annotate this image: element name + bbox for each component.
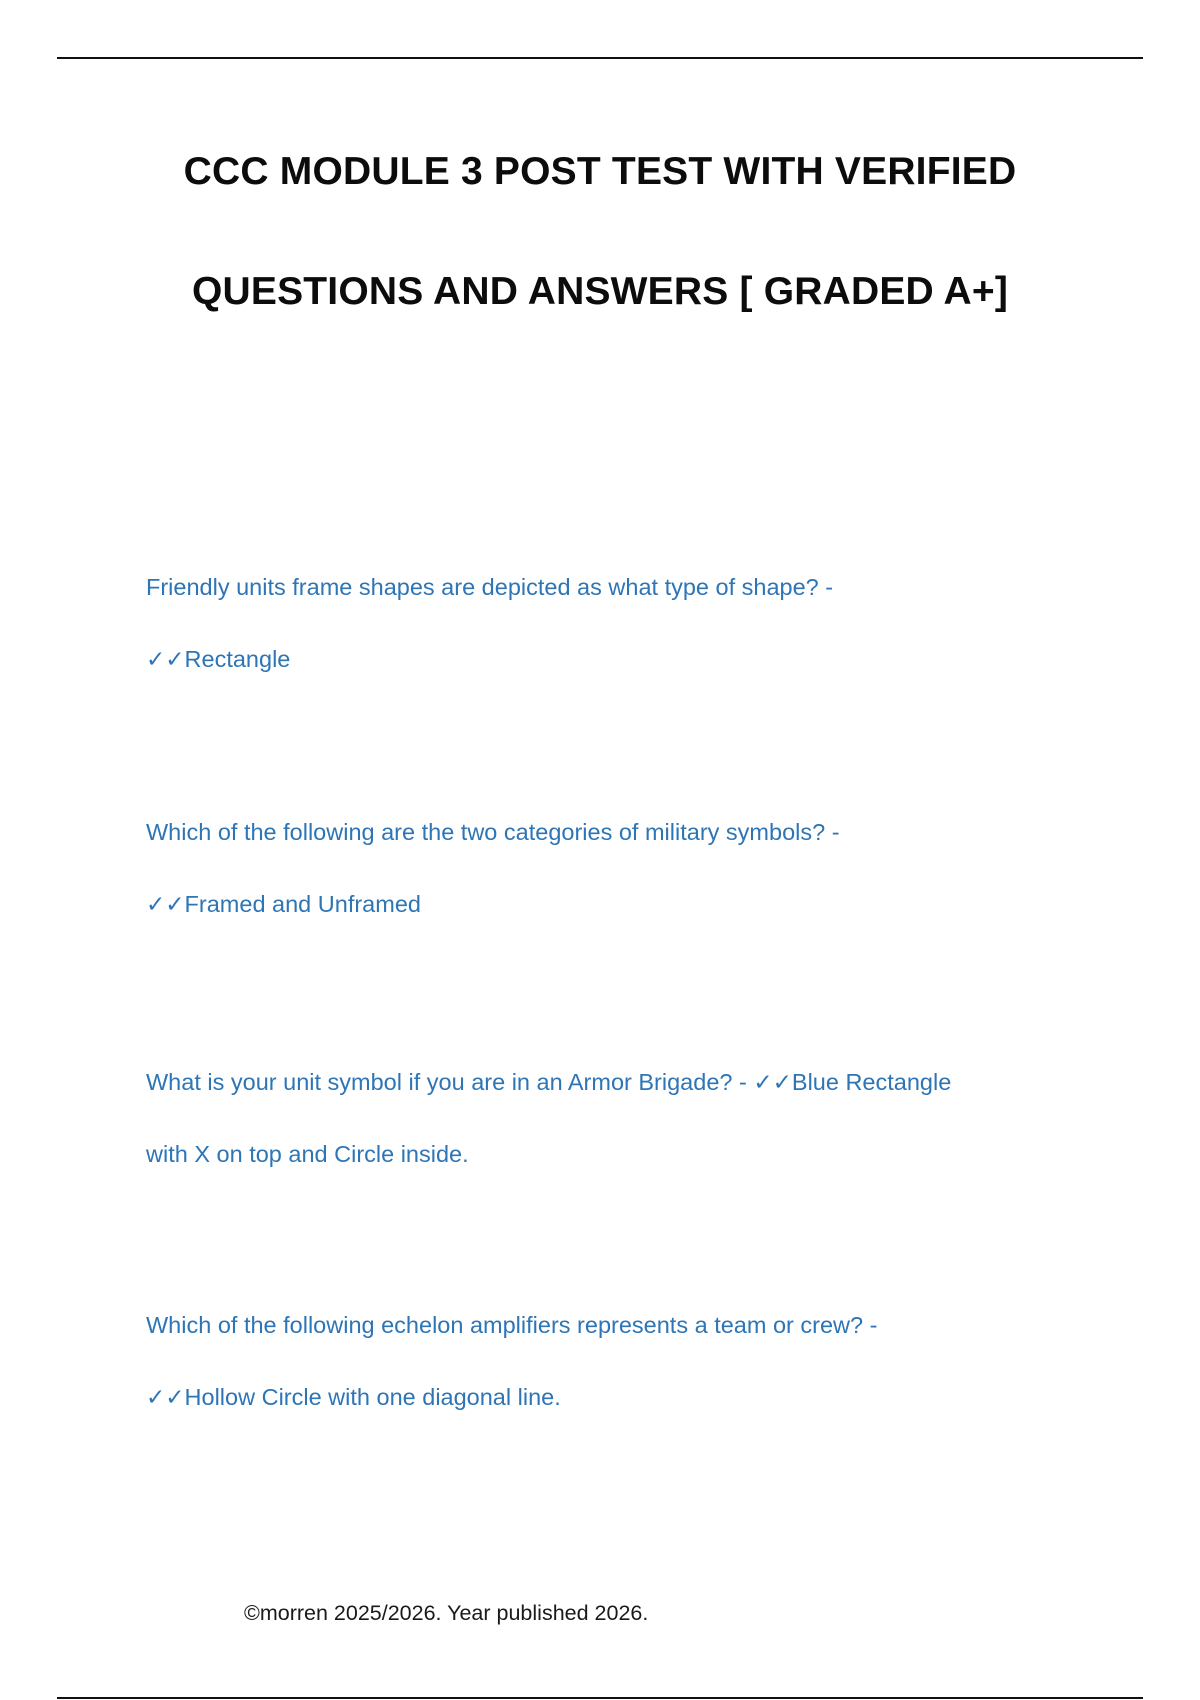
top-rule bbox=[57, 57, 1143, 59]
document-title-line-2: QUESTIONS AND ANSWERS [ GRADED A+] bbox=[191, 270, 1009, 313]
answer-2-line bbox=[146, 889, 421, 920]
double-check-icon: ✓✓ bbox=[146, 1385, 185, 1411]
question-2: Which of the following are the two categories of military symbols? - bbox=[146, 819, 840, 845]
document-title-line-1: CCC MODULE 3 POST TEST WITH VERIFIED bbox=[183, 150, 1017, 193]
answer-3-part-2: with X on top and Circle inside. bbox=[146, 1141, 469, 1167]
question-3: What is your unit symbol if you are in an Armor Brigade? - bbox=[146, 1069, 754, 1095]
question-3-line bbox=[146, 1067, 951, 1098]
answer-3-part-1: Blue Rectangle bbox=[791, 1069, 952, 1095]
double-check-icon: ✓✓ bbox=[146, 647, 185, 673]
answer-4-line bbox=[146, 1382, 561, 1413]
answer-2: Framed and Unframed bbox=[184, 891, 421, 917]
double-check-icon: ✓✓ bbox=[753, 1070, 792, 1096]
answer-4: Hollow Circle with one diagonal line. bbox=[184, 1384, 561, 1410]
bottom-rule bbox=[57, 1697, 1143, 1699]
question-4: Which of the following echelon amplifiers represents a team or crew? - bbox=[146, 1312, 878, 1338]
answer-1: Rectangle bbox=[184, 646, 291, 672]
question-1: Friendly units frame shapes are depicted as what type of shape? - bbox=[146, 574, 834, 600]
answer-1-line bbox=[146, 644, 290, 675]
double-check-icon: ✓✓ bbox=[146, 892, 185, 918]
copyright-footer: ©morren 2025/2026. Year published 2026. bbox=[244, 1601, 649, 1625]
